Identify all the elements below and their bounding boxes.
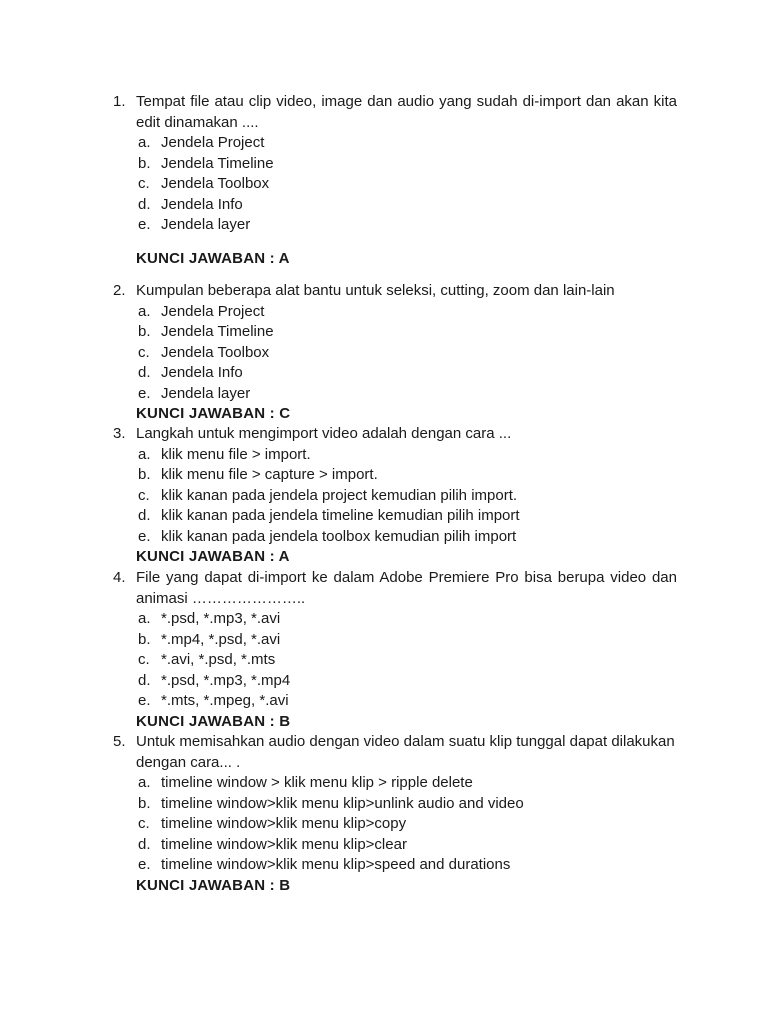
option-item	[138, 794, 677, 815]
option-text: timeline window>klik menu klip>clear	[161, 835, 407, 853]
question-number: 2.	[113, 282, 126, 299]
option-letter: e.	[138, 692, 151, 709]
option-item	[138, 835, 677, 856]
option-letter: c.	[138, 343, 150, 361]
option-item	[138, 215, 677, 236]
option-letter: b.	[138, 323, 151, 340]
option-item	[138, 506, 677, 527]
option-item	[138, 445, 677, 466]
option-letter: a.	[138, 302, 151, 320]
option-item	[138, 174, 677, 195]
option-text: Jendela Timeline	[161, 154, 274, 172]
option-letter: a.	[138, 134, 151, 151]
option-item	[138, 302, 677, 323]
option-letter: d.	[138, 671, 151, 689]
answer-key: KUNCI JAWABAN : A	[136, 249, 290, 267]
option-letter: e.	[138, 856, 151, 873]
option-item	[138, 609, 677, 630]
question-2	[113, 281, 677, 425]
question-number: 5.	[113, 733, 126, 750]
option-letter: b.	[138, 466, 151, 483]
option-item	[138, 363, 677, 384]
option-text: klik kanan pada jendela toolbox kemudian pilih import	[161, 527, 517, 545]
question-header	[113, 568, 677, 609]
option-item	[138, 133, 677, 154]
option-text: *.psd, *.mp3, *.avi	[161, 610, 281, 627]
option-text: klik kanan pada jendela project kemudian pilih import.	[161, 486, 518, 504]
answer-key: KUNCI JAWABAN : B	[136, 712, 291, 730]
option-item	[138, 773, 677, 794]
question-header	[113, 424, 677, 445]
option-text: Jendela Timeline	[161, 323, 274, 340]
option-text: klik kanan pada jendela timeline kemudian pilih import	[161, 507, 520, 524]
option-list	[113, 773, 677, 876]
option-item	[138, 384, 677, 405]
option-letter: b.	[138, 794, 151, 812]
question-text: Langkah untuk mengimport video adalah dengan cara ...	[136, 425, 512, 442]
question-text: Kumpulan beberapa alat bantu untuk seleksi, cutting, zoom dan lain-lain	[136, 282, 615, 299]
option-item	[138, 486, 677, 507]
option-letter: c.	[138, 815, 150, 832]
option-letter: a.	[138, 774, 151, 791]
option-text: Jendela layer	[161, 216, 251, 233]
option-text: klik menu file > import.	[161, 445, 311, 463]
option-list	[113, 609, 677, 712]
question-text: File yang dapat di-import ke dalam Adobe Premiere Pro bisa berupa video dan animasi …………………..	[136, 569, 677, 607]
question-header	[113, 732, 677, 773]
question-5	[113, 732, 677, 896]
option-item	[138, 465, 677, 486]
option-letter: d.	[138, 195, 151, 213]
option-letter: e.	[138, 216, 151, 233]
option-item	[138, 814, 677, 835]
question-number: 4.	[113, 569, 126, 586]
option-item	[138, 154, 677, 175]
option-letter: d.	[138, 835, 151, 853]
option-list	[113, 445, 677, 548]
option-item	[138, 855, 677, 876]
answer-key: KUNCI JAWABAN : B	[136, 876, 291, 894]
option-letter: b.	[138, 154, 151, 172]
option-list	[113, 302, 677, 405]
option-list	[113, 133, 677, 236]
option-letter: d.	[138, 364, 151, 381]
option-text: Jendela Project	[161, 134, 265, 151]
question-3	[113, 424, 677, 568]
option-text: timeline window>klik menu klip>speed and durations	[161, 856, 511, 873]
option-item	[138, 343, 677, 364]
option-text: Jendela Project	[161, 302, 265, 320]
option-text: *.avi, *.psd, *.mts	[161, 651, 276, 668]
option-text: Jendela Info	[161, 195, 243, 213]
question-1	[113, 92, 677, 269]
question-4	[113, 568, 677, 732]
answer-key: KUNCI JAWABAN : C	[136, 405, 291, 422]
option-letter: a.	[138, 445, 151, 463]
option-letter: c.	[138, 175, 150, 192]
option-text: Jendela Info	[161, 364, 243, 381]
option-item	[138, 195, 677, 216]
question-header	[113, 92, 677, 133]
option-text: klik menu file > capture > import.	[161, 466, 378, 483]
option-text: Jendela layer	[161, 384, 251, 402]
option-text: timeline window > klik menu klip > ripple delete	[161, 774, 473, 791]
option-item	[138, 630, 677, 651]
option-letter: a.	[138, 610, 151, 627]
question-number: 1.	[113, 93, 126, 110]
question-text: Tempat file atau clip video, image dan audio yang sudah di-import dan akan kita edit dinamakan ....	[136, 93, 677, 131]
option-text: Jendela Toolbox	[161, 175, 270, 192]
option-text: *.psd, *.mp3, *.mp4	[161, 671, 291, 689]
option-letter: c.	[138, 486, 150, 504]
option-letter: e.	[138, 527, 151, 545]
option-text: *.mp4, *.psd, *.avi	[161, 630, 281, 648]
option-text: timeline window>klik menu klip>unlink audio and video	[161, 794, 524, 812]
answer-key: KUNCI JAWABAN : A	[136, 548, 290, 565]
option-letter: e.	[138, 384, 151, 402]
option-text: timeline window>klik menu klip>copy	[161, 815, 407, 832]
option-item	[138, 322, 677, 343]
option-item	[138, 691, 677, 712]
option-letter: d.	[138, 507, 151, 524]
option-item	[138, 650, 677, 671]
question-header	[113, 281, 677, 302]
option-item	[138, 527, 677, 548]
option-letter: c.	[138, 651, 150, 668]
option-letter: b.	[138, 630, 151, 648]
option-text: Jendela Toolbox	[161, 343, 270, 361]
option-item	[138, 671, 677, 692]
question-text: Untuk memisahkan audio dengan video dalam suatu klip tunggal dapat dilakukan dengan cara... .	[136, 733, 675, 771]
question-number: 3.	[113, 425, 126, 442]
option-text: *.mts, *.mpeg, *.avi	[161, 692, 289, 709]
